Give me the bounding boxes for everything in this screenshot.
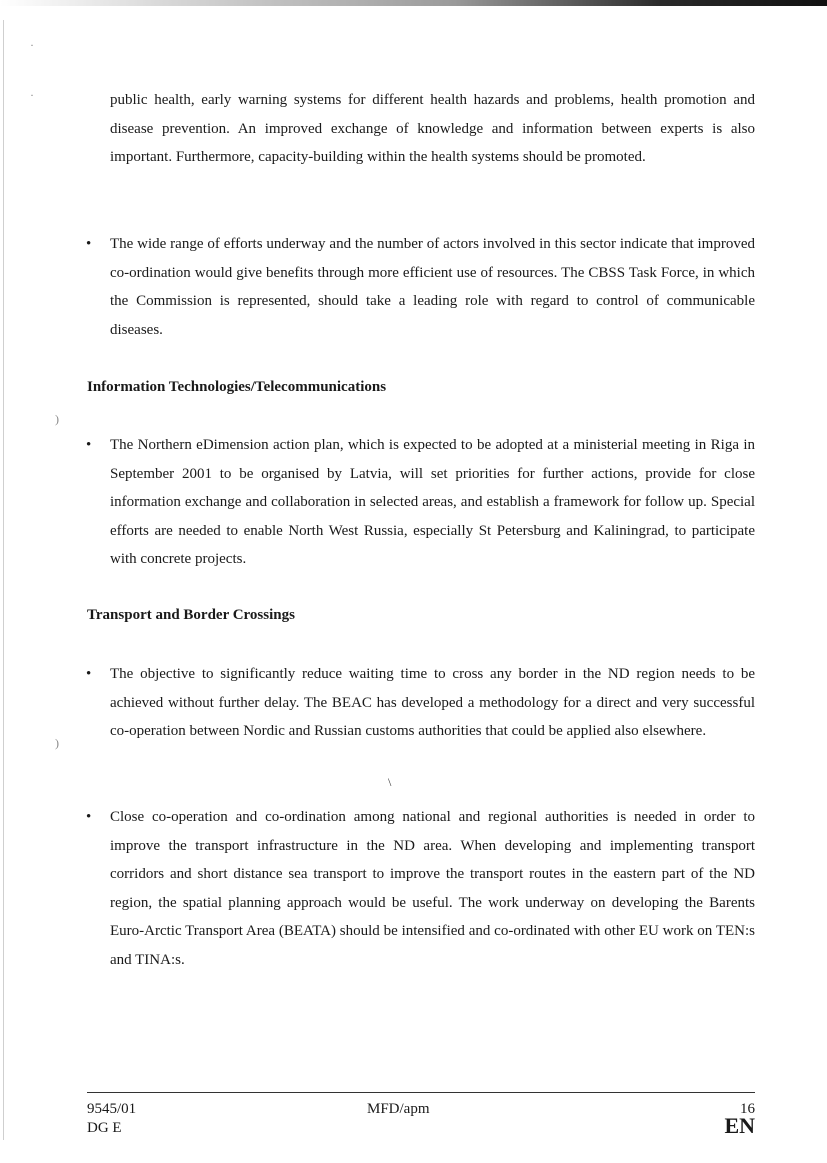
bullet-edimension: The Northern eDimension action plan, which is expected to be adopted at a ministerial meeting in Riga in September 2001 to be organised by Latvia, will set priorities for further actions, provide for close information exchange and collaboration in selected areas, and establish a framework for follow up. Special efforts are needed to enable North West Russia, especially St Petersburg and Kaliningrad, to participate with concrete projects. [110, 437, 755, 567]
bullet-coordination: The wide range of efforts underway and the number of actors involved in this sector indicate that improved co-ordination would give benefits through more efficient use of resources. The CBSS Task Force, in which the Commission is represented, should take a leading role with regard to control of communicable diseases. [110, 236, 755, 338]
scan-bracket: ) [55, 736, 59, 750]
scan-mark: \ [388, 775, 392, 789]
scan-edge-top [0, 0, 827, 6]
scan-speck: · [30, 88, 34, 102]
footer-dg: DG E [87, 1120, 122, 1136]
footer-rule [87, 1092, 755, 1093]
footer-ref: MFD/apm [367, 1101, 430, 1117]
scan-edge-left [3, 20, 4, 1140]
paragraph-health: public health, early warning systems for different health hazards and problems, health promotion and disease prevention. An improved exchange of knowledge and information between experts is also important. Furthermore, capacity-building within the health systems should be promoted. [110, 92, 755, 165]
bullet: • [86, 809, 92, 825]
footer-page-number: 16 [740, 1101, 755, 1117]
section-heading-transport: Transport and Border Crossings [87, 607, 295, 623]
bullet-transport-infrastructure: Close co-operation and co-ordination among national and regional authorities is needed in order to improve the transport infrastructure in the ND area. When developing and implementing transport corridors and short distance sea transport to improve the transport routes in the eastern part of the ND region, the spatial planning approach would be useful. The work underway on developing the Barents Euro-Arctic Transport Area (BEATA) should be intensified and co-ordinated with other EU work on TEN:s and TINA:s. [110, 809, 755, 968]
footer-language: EN [724, 1113, 755, 1138]
section-heading-it: Information Technologies/Telecommunications [87, 379, 387, 395]
scan-speck: · [30, 38, 34, 52]
footer-doc-number: 9545/01 [87, 1101, 137, 1117]
bullet: • [86, 236, 92, 252]
bullet-border-crossing: The objective to significantly reduce waiting time to cross any border in the ND region needs to be achieved without further delay. The BEAC has developed a methodology for a direct and very successful co-operation between Nordic and Russian customs authorities that could be applied also elsewhere. [110, 666, 755, 739]
bullet: • [86, 437, 92, 453]
scan-bracket: ) [55, 412, 59, 426]
bullet: • [86, 666, 92, 682]
